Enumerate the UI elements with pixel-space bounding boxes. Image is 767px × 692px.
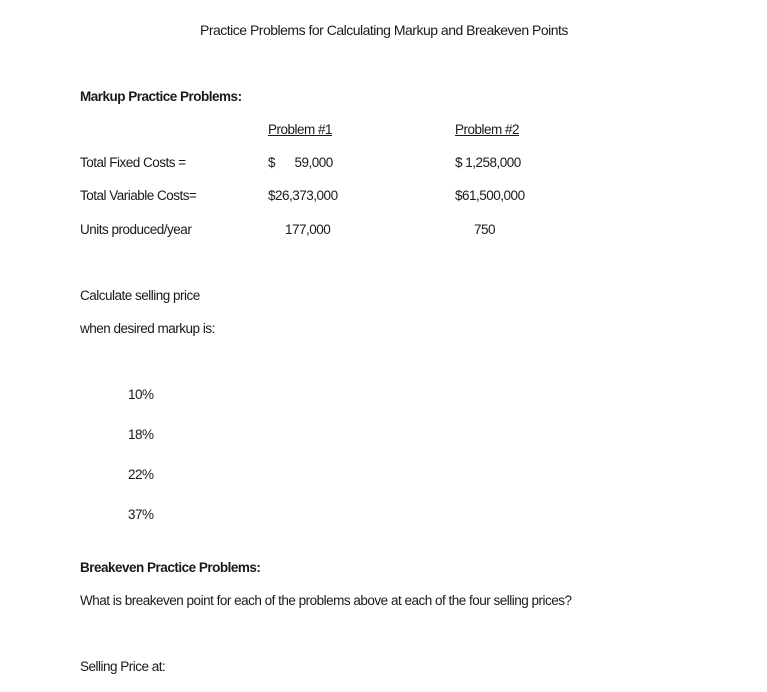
value-variable-costs-p1: $26,373,000 [268, 188, 338, 203]
value-fixed-costs-p1: $ 59,000 [268, 155, 333, 170]
breakeven-heading: Breakeven Practice Problems: [80, 560, 261, 575]
markup-heading: Markup Practice Problems: [80, 89, 242, 104]
markup-percentage: 22% [128, 467, 154, 482]
markup-percentage: 18% [128, 427, 154, 442]
column-header-problem-1: Problem #1 [268, 122, 333, 137]
row-label-variable-costs: Total Variable Costs= [80, 188, 197, 203]
value-units-p2: 750 [474, 222, 496, 237]
row-label-units: Units produced/year [80, 222, 192, 237]
value-units-p1: 177,000 [285, 222, 331, 237]
document-title: Practice Problems for Calculating Markup and Breakeven Points [200, 22, 568, 38]
row-label-fixed-costs: Total Fixed Costs = [80, 155, 186, 170]
markup-prompt-line-1: Calculate selling price [80, 288, 200, 303]
markup-prompt-line-2: when desired markup is: [80, 321, 215, 336]
value-fixed-costs-p2: $ 1,258,000 [455, 155, 521, 170]
breakeven-question: What is breakeven point for each of the problems above at each of the four selling prices? [80, 593, 572, 608]
value-variable-costs-p2: $61,500,000 [455, 188, 525, 203]
column-header-problem-2: Problem #2 [455, 122, 520, 137]
markup-percentage: 10% [128, 387, 154, 402]
selling-price-label: Selling Price at: [80, 659, 166, 674]
markup-percentage: 37% [128, 507, 154, 522]
